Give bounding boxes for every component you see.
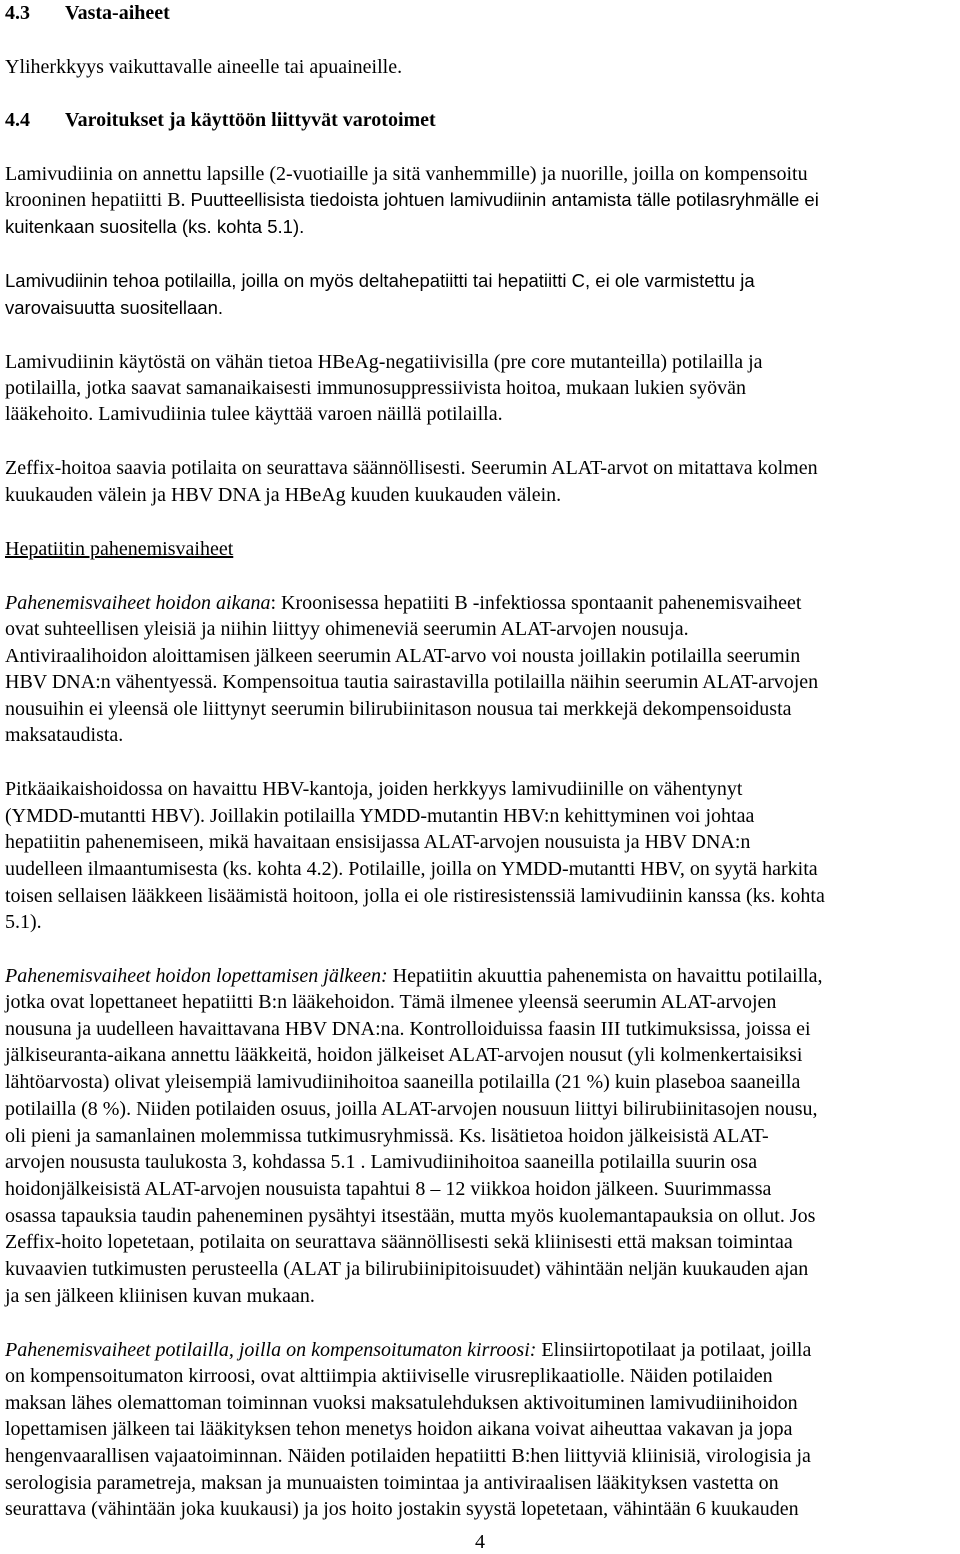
paragraph-line: hepatiitin pahenemiseen, mikä havaitaan ensisijassa ALAT-arvojen nousuista ja HBV DNA:n [5,831,751,853]
paragraph-line: lopettamisen jälkeen tai lääkityksen tehon menetys hoidon aikana voivat aiheuttaa vakavan ja jopa [5,1418,793,1440]
paragraph-line: jälkiseuranta-aikana annettu lääkkeitä, hoidon jälkeiset ALAT-arvojen nousut (yli kolmenkertaisiksi [5,1044,803,1066]
text-run: Puutteellisista tiedoista johtuen lamivudiinin antamista tälle potilasryhmälle ei [190,189,819,210]
paragraph-line [5,1338,811,1362]
paragraph-line: on kompensoitumaton kirroosi, ovat alttiimpia aktiiviselle virusreplikaatiolle. Näiden potilaiden [5,1365,773,1387]
paragraph-line: Zeffix-hoitoa saavia potilaita on seurattava säännöllisesti. Seerumin ALAT-arvot on mitattava kolmen [5,457,818,479]
paragraph-line: hoidonjälkeisistä ALAT-arvojen nousuista tapahtui 8 – 12 viikkoa hoidon jälkeen. Suurimmassa [5,1178,772,1200]
section-title: Vasta-aiheet [65,2,170,24]
paragraph-line: seurattava (vähintään joka kuukausi) ja jos hoito jostakin syystä lopetetaan, vähintään 6 kuukauden [5,1498,799,1520]
paragraph-line: jotka ovat lopettaneet hepatiitti B:n lääkehoidon. Tämä ilmenee yleensä seerumin ALAT-arvojen [5,991,777,1013]
section-number: 4.4 [5,109,30,131]
paragraph-line: Antiviraalihoidon aloittamisen jälkeen seerumin ALAT-arvo voi nousta joillakin potilailla seerumin [5,645,801,667]
paragraph-line: Lamivudiinia on annettu lapsille (2-vuotiaille ja sitä vanhemmille) ja nuorille, joilla on kompensoitu [5,163,808,185]
paragraph-line: nousuna ja uudelleen havaittavana HBV DNA:na. Kontrolloiduissa faasin III tutkimuksissa, joissa ei [5,1018,811,1040]
paragraph-line: HBV DNA:n vähentyessä. Kompensoitua tautia sairastavilla potilailla näihin seerumin ALAT-arvojen [5,671,819,693]
paragraph-line: kuukauden välein ja HBV DNA ja HBeAg kuuden kuukauden välein. [5,484,562,506]
paragraph-line: arvojen noususta taulukosta 3, kohdassa 5.1 . Lamivudiinihoitoa saaneilla potilailla suurin osa [5,1151,758,1173]
paragraph-line: kuvaavien tutkimusten perusteella (ALAT ja bilirubiinipitoisuudet) vähintään neljän kuukauden ajan [5,1258,809,1280]
paragraph-line: kuitenkaan suositella (ks. kohta 5.1). [5,216,305,237]
text-run: Elinsiirtopotilaat ja potilaat, joilla [536,1339,812,1361]
page-number: 4 [475,1531,485,1553]
text-run: krooninen hepatiitti B. [5,189,186,211]
section-heading-4-3 [5,1,170,25]
contraindication-text: Yliherkkyys vaikuttavalle aineelle tai apuaineille. [5,56,403,78]
paragraph-line: 5.1). [5,911,42,933]
paragraph-line: oli pieni ja samanlainen molemmissa tutkimusryhmissä. Ks. lisätietoa hoidon jälkeisistä ALAT- [5,1125,769,1147]
paragraph-line: varovaisuutta suositellaan. [5,297,224,318]
subheading-exacerbations: Hepatiitin pahenemisvaiheet [5,538,234,560]
paragraph-line: ja sen jälkeen kliinisen kuvan mukaan. [5,1285,315,1307]
italic-lead: Pahenemisvaiheet potilailla, joilla on kompensoitumaton kirroosi: [5,1339,537,1361]
paragraph-line: Pitkäaikaishoidossa on havaittu HBV-kantoja, joiden herkkyys lamivudiinille on vähentynyt [5,778,743,800]
paragraph-line: uudelleen ilmaantumisesta (ks. kohta 4.2). Potilaille, joilla on YMDD-mutantti HBV, on syytä harkita [5,858,818,880]
paragraph-line: (YMDD-mutantti HBV). Joillakin potilailla YMDD-mutantin HBV:n kehittyminen voi johtaa [5,805,755,827]
section-number: 4.3 [5,2,30,24]
paragraph-line: ovat suhteellisen yleisiä ja niihin liittyy ohimeneviä seerumin ALAT-arvojen nousuja. [5,618,689,640]
paragraph-line [5,591,802,615]
paragraph-line: potilailla (8 %). Niiden potilaiden osuus, joilla ALAT-arvojen nousuun liittyi bilirubiinitasojen nousu, [5,1098,818,1120]
paragraph-line: toisen sellaisen lääkkeen lisäämistä hoitoon, jolla ei ole ristiresistenssiä lamivudiinin kanssa (ks. kohta [5,885,825,907]
text-run: : Kroonisessa hepatiiti B -infektiossa spontaanit pahenemisvaiheet [270,592,802,614]
paragraph-line: Lamivudiinin käytöstä on vähän tietoa HBeAg-negatiivisilla (pre core mutanteilla) potilailla ja [5,351,763,373]
paragraph-line [5,964,823,988]
paragraph-line: maksataudista. [5,724,124,746]
paragraph-line: nousuihin ei yleensä ole liittynyt seerumin bilirubiinitason nousua tai merkkejä dekompensoidusta [5,698,792,720]
paragraph-line: lähtöarvosta) olivat yleisempiä lamivudiinihoitoa saaneilla potilailla (21 %) kuin plaseboa saaneilla [5,1071,801,1093]
paragraph-line: lääkehoito. Lamivudiinia tulee käyttää varoen näillä potilailla. [5,403,503,425]
section-heading-4-4 [5,108,436,132]
section-title: Varoitukset ja käyttöön liittyvät varotoimet [65,109,436,131]
paragraph-line: serologisia parametreja, maksan ja munuaisten toimintaa ja antiviraalisen lääkityksen vastetta on [5,1472,779,1494]
italic-lead: Pahenemisvaiheet hoidon lopettamisen jälkeen: [5,965,388,987]
text-run: Hepatiitin akuuttia pahenemista on havaittu potilailla, [387,965,823,987]
paragraph-line: Lamivudiinin tehoa potilailla, joilla on myös deltahepatiitti tai hepatiitti C, ei ole varmistettu ja [5,270,755,291]
paragraph-line: osassa tapauksia taudin paheneminen pysähtyi itsestään, mutta myös kuolemantapauksia on ollut. Jos [5,1205,816,1227]
paragraph-line: hengenvaarallisen vajaatoiminnan. Näiden potilaiden hepatiitti B:hen liittyviä kliinisiä, virologisia ja [5,1445,811,1467]
paragraph-line: potilailla, jotka saavat samanaikaisesti immunosuppressiivista hoitoa, mukaan lukien syövän [5,377,746,399]
paragraph-line: maksan lähes olemattoman toiminnan vuoksi maksatulehduksen aktivoituminen lamivudiinihoidon [5,1392,798,1414]
italic-lead: Pahenemisvaiheet hoidon aikana [5,592,271,614]
paragraph-line: Zeffix-hoito lopetetaan, potilaita on seurattava säännöllisesti sekä kliinisesti että maksan toimintaa [5,1231,793,1253]
paragraph-line [5,188,819,212]
